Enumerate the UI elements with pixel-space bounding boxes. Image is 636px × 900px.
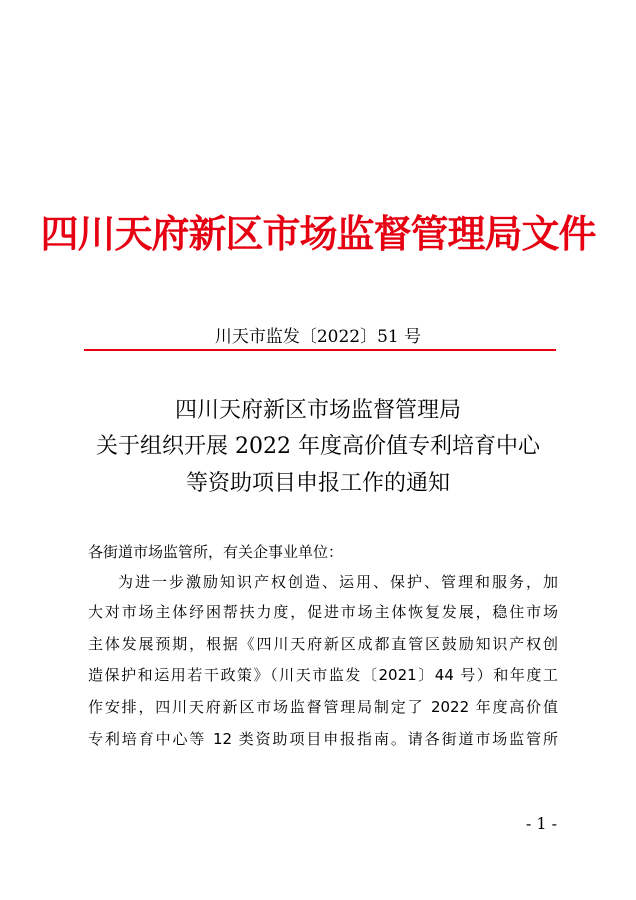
body-line-3: 主体发展预期，根据《四川天府新区成都直管区鼓励知识产权创 <box>88 635 558 653</box>
salutation: 各街道市场监管所，有关企事业单位： <box>88 543 344 561</box>
body-line-6: 专利培育中心等 12 类资助项目申报指南。请各街道市场监管所 <box>88 730 558 748</box>
notice-title-line-2: 关于组织开展 2022 年度高价值专利培育中心 <box>96 434 540 459</box>
notice-title-line-3: 等资助项目申报工作的通知 <box>185 471 450 496</box>
document-number: 川天市监发〔2022〕51 号 <box>214 327 422 347</box>
body-line-1: 为进一步激励知识产权创造、运用、保护、管理和服务，加 <box>118 573 558 591</box>
body-line-5: 作安排，四川天府新区市场监督管理局制定了 2022 年度高价值 <box>88 698 558 716</box>
page-number: - 1 - <box>525 814 557 833</box>
issuer-document-header: 四川天府新区市场监督管理局文件 <box>40 211 596 256</box>
notice-title-line-1: 四川天府新区市场监督管理局 <box>174 398 461 423</box>
red-separator-line <box>84 349 556 351</box>
body-line-2: 大对市场主体纾困帮扶力度，促进市场主体恢复发展，稳住市场 <box>88 603 558 621</box>
body-line-4: 造保护和运用若干政策》（川天市监发〔2021〕44 号）和年度工 <box>88 666 558 684</box>
